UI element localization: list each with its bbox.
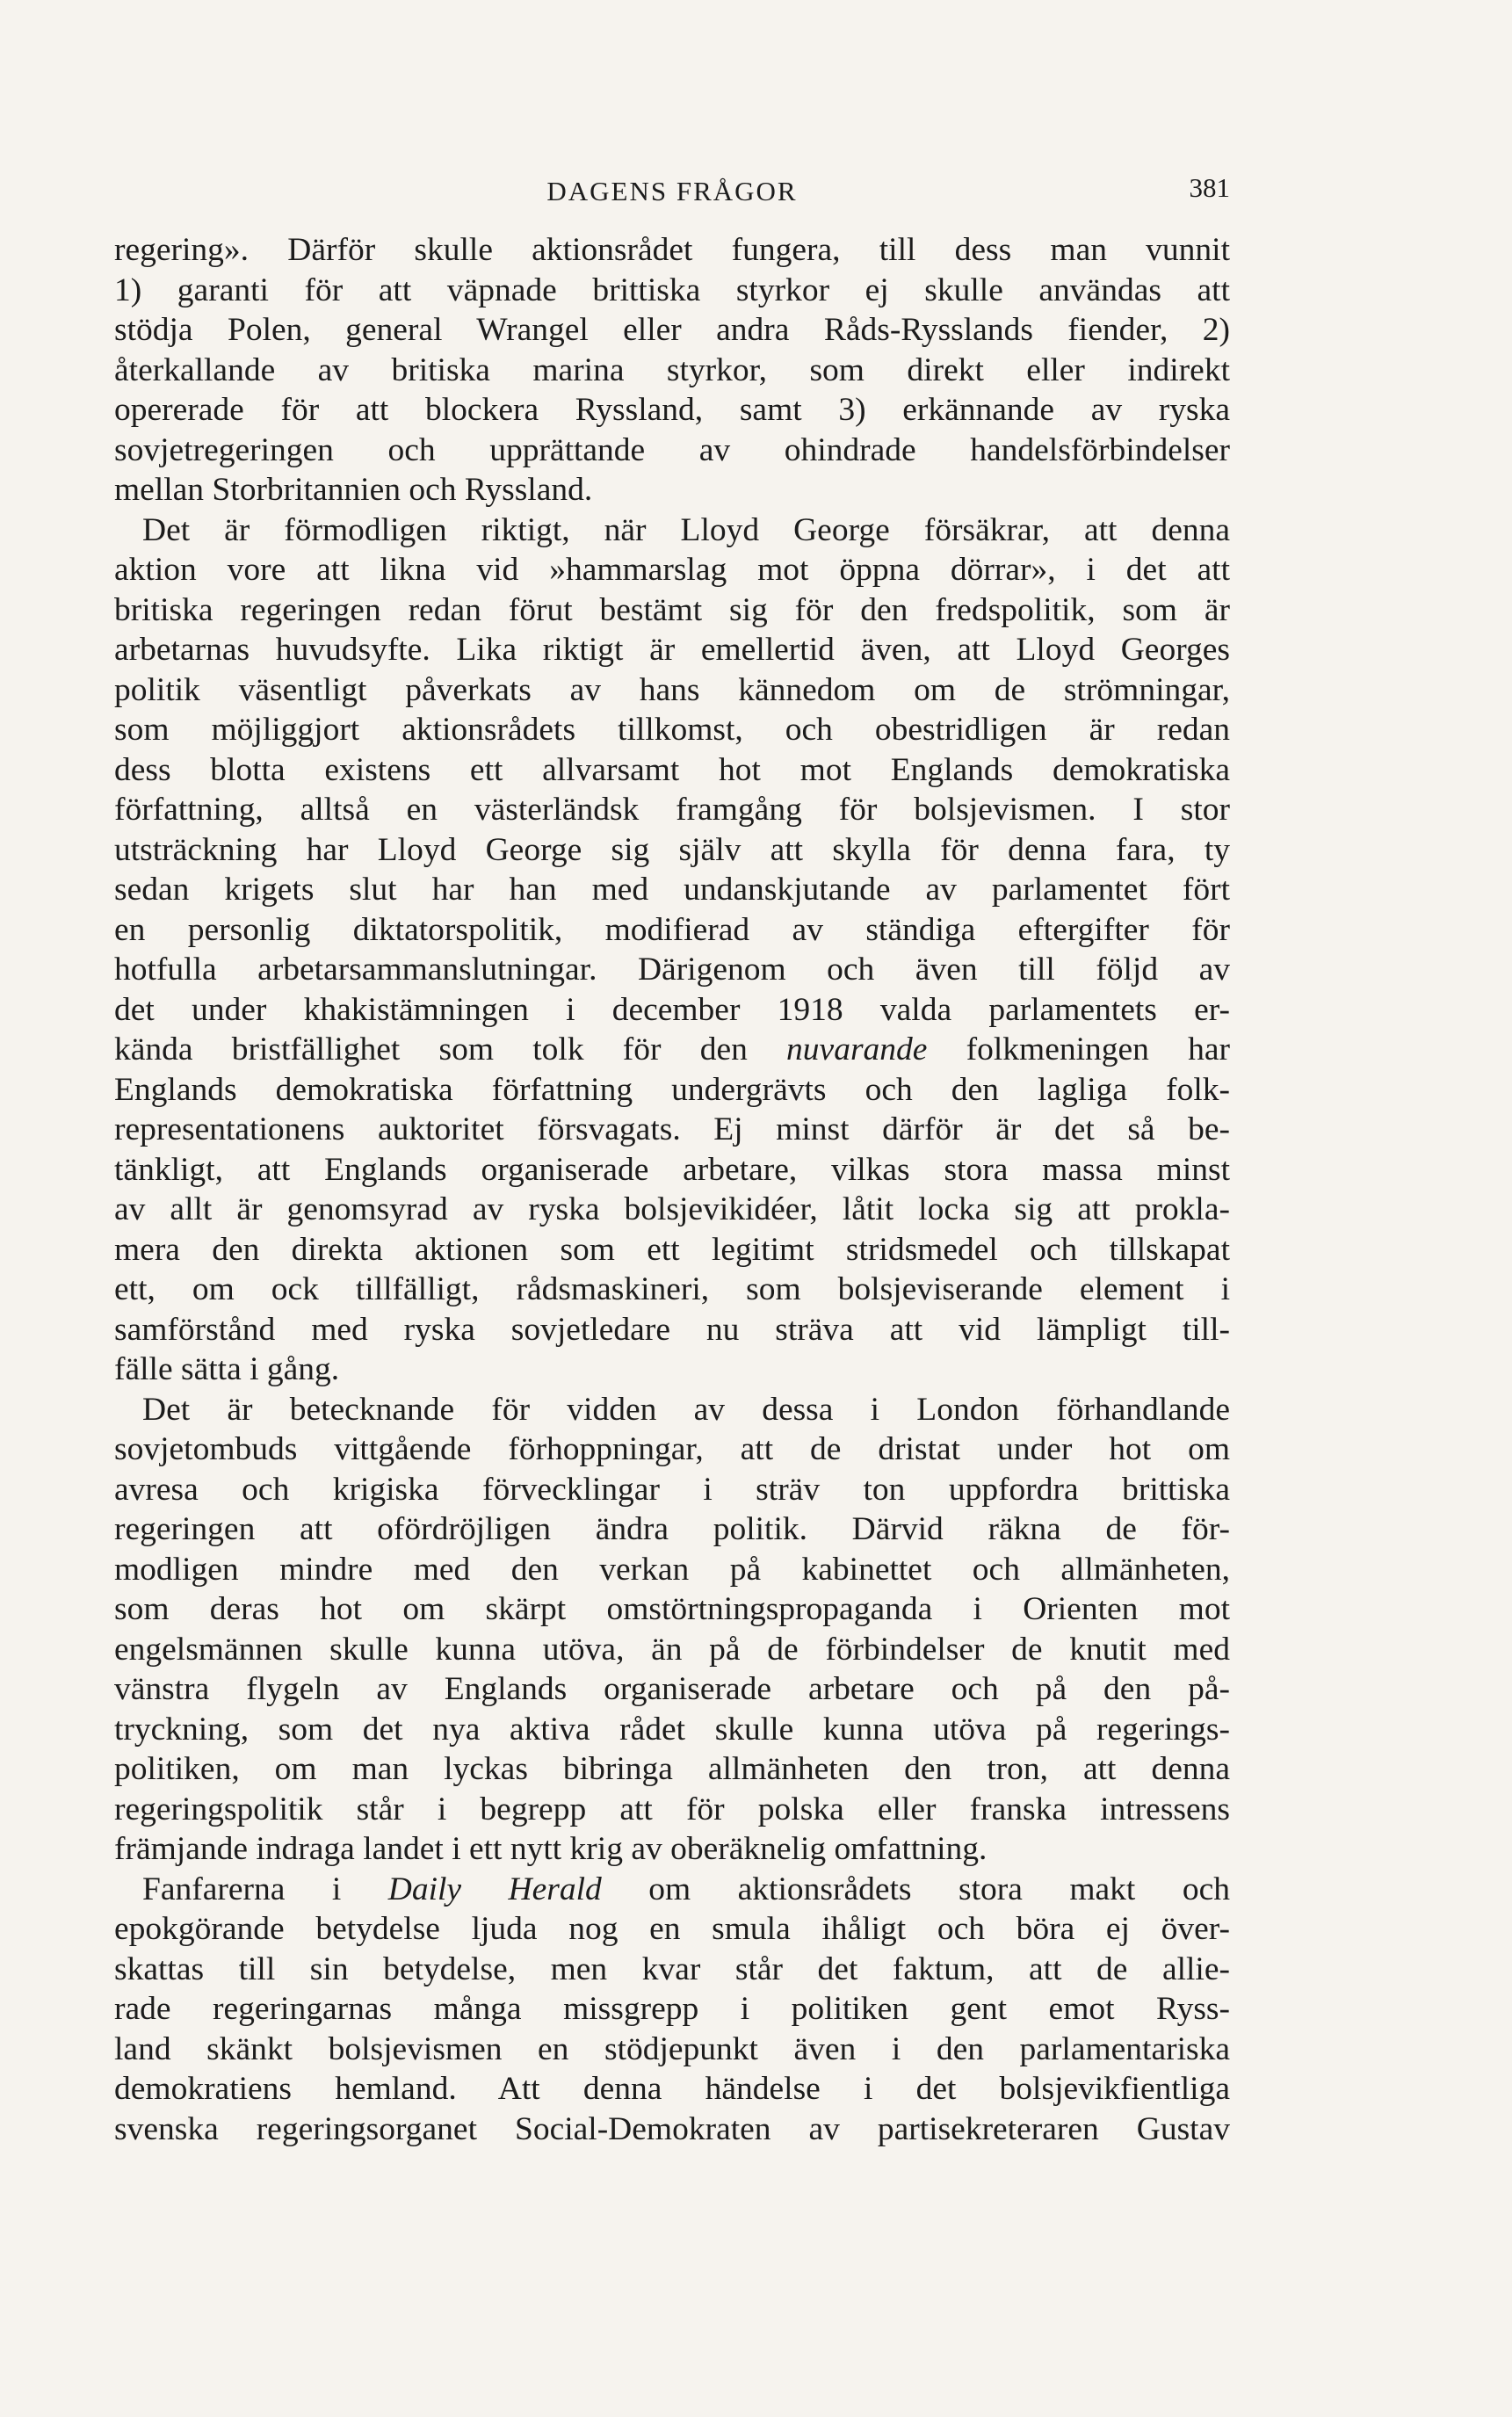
text-line: epokgörande betydelse ljuda nog en smula ihåligt och böra ej över-: [114, 1911, 1230, 1947]
text-line: regeringspolitik står i begrepp att för polska eller franska intressens: [114, 1791, 1230, 1827]
text-line: svenska regeringsorganet Social-Demokraten av partisekreteraren Gustav: [114, 2110, 1230, 2147]
text-line: utsträckning har Lloyd George sig själv att skylla för denna fara, ty: [114, 831, 1230, 868]
text-line: arbetarnas huvudsyfte. Lika riktigt är emellertid även, att Lloyd Georges: [114, 632, 1230, 668]
text-line: sedan krigets slut har han med undanskjutande av parlamentet fört: [114, 872, 1230, 908]
text-line: samförstånd med ryska sovjetledare nu sträva att vid lämpligt till-: [114, 1311, 1230, 1348]
text-line: tänkligt, att Englands organiserade arbetare, vilkas stora massa minst: [114, 1151, 1230, 1188]
text-line: britiska regeringen redan förut bestämt sig för den fredspolitik, som är: [114, 591, 1230, 628]
text-line: författning, alltså en västerländsk framgång för bolsjevismen. I stor: [114, 792, 1230, 828]
text-line: engelsmännen skulle kunna utöva, än på de förbindelser de knutit med: [114, 1631, 1230, 1668]
italic-phrase: Daily Herald: [387, 1871, 602, 1907]
text-line: mera den direkta aktionen som ett legitimt stridsmedel och tillskapat: [114, 1231, 1230, 1268]
text-line-italic: Fanfarerna i Daily Herald om aktionsrådets stora makt och: [142, 1871, 1230, 1907]
paragraph-1: [114, 230, 1230, 510]
text-line: politiken, om man lyckas bibringa allmänheten den tron, att denna: [114, 1751, 1230, 1787]
text-line: representationens auktoritet försvagats. Ej minst därför är det så be-: [114, 1111, 1230, 1147]
text-line: modligen mindre med den verkan på kabinettet och allmänheten,: [114, 1551, 1230, 1588]
text-line: sovjetregeringen och upprättande av ohindrade handelsförbindelser: [114, 431, 1230, 468]
italic-phrase: nuvarande: [786, 1031, 928, 1067]
text-line: rade regeringarnas många missgrepp i politiken gent emot Ryss-: [114, 1991, 1230, 2027]
text-line: politik väsentligt påverkats av hans kännedom om de strömningar,: [114, 671, 1230, 708]
text-line: mellan Storbritannien och Ryssland.: [114, 472, 593, 508]
text-line: dess blotta existens ett allvarsamt hot mot Englands demokratiska: [114, 751, 1230, 788]
text-line: avresa och krigiska förvecklingar i sträv ton uppfordra brittiska: [114, 1471, 1230, 1508]
text-line: som deras hot om skärpt omstörtningspropaganda i Orienten mot: [114, 1591, 1230, 1627]
text-line: stödja Polen, general Wrangel eller andra Råds-Rysslands fiender, 2): [114, 312, 1230, 348]
text-line: det under khakistämningen i december 1918 valda parlamentets er-: [114, 991, 1230, 1028]
text-line: ett, om ock tillfälligt, rådsmaskineri, som bolsjeviserande element i: [114, 1271, 1230, 1307]
text-line: återkallande av britiska marina styrkor, som direkt eller indirekt: [114, 351, 1230, 388]
text-line: regering». Därför skulle aktionsrådet fungera, till dess man vunnit: [114, 232, 1230, 268]
text-line: Det är betecknande för vidden av dessa i London förhandlande: [142, 1391, 1230, 1428]
text-line: fälle sätta i gång.: [114, 1351, 340, 1387]
body-text: [114, 230, 1230, 2149]
text-line: som möjliggjort aktionsrådets tillkomst, och obestridligen är redan: [114, 712, 1230, 748]
text-line: främjande indraga landet i ett nytt krig av oberäknelig omfattning.: [114, 1831, 988, 1867]
text-line: land skänkt bolsjevismen en stödjepunkt även i den parlamentariska: [114, 2030, 1230, 2067]
text-line-italic: kända bristfällighet som tolk för den nuvarande folkmeningen har: [114, 1031, 1230, 1067]
text-line: en personlig diktatorspolitik, modifierad av ständiga eftergifter för: [114, 911, 1230, 948]
text-line: aktion vore att likna vid »hammarslag mot öppna dörrar», i det att: [114, 552, 1230, 588]
page-number: 381: [1189, 172, 1230, 203]
paragraph-4: [114, 1870, 1230, 2150]
text-line: opererade för att blockera Ryssland, samt 3) erkännande av ryska: [114, 392, 1230, 428]
text-line: av allt är genomsyrad av ryska bolsjevikidéer, låtit locka sig att prokla-: [114, 1191, 1230, 1227]
running-title: DAGENS FRÅGOR: [546, 176, 798, 206]
paragraph-2: [114, 510, 1230, 1390]
text-line: regeringen att ofördröjligen ändra politik. Därvid räkna de för-: [114, 1511, 1230, 1547]
page-header: [114, 172, 1230, 216]
text-line: demokratiens hemland. Att denna händelse i det bolsjevikfientliga: [114, 2071, 1230, 2107]
text-line: vänstra flygeln av Englands organiserade arbetare och på den på-: [114, 1671, 1230, 1707]
text-line: 1) garanti för att väpnade brittiska styrkor ej skulle användas att: [114, 271, 1230, 308]
text-line: Englands demokratiska författning undergrävts och den lagliga folk-: [114, 1071, 1230, 1108]
text-line: sovjetombuds vittgående förhoppningar, att de dristat under hot om: [114, 1431, 1230, 1467]
paragraph-3: [114, 1390, 1230, 1870]
text-line: skattas till sin betydelse, men kvar står det faktum, att de allie-: [114, 1950, 1230, 1987]
text-line: hotfulla arbetarsammanslutningar. Därigenom och även till följd av: [114, 952, 1230, 988]
text-line: tryckning, som det nya aktiva rådet skulle kunna utöva på regerings-: [114, 1711, 1230, 1748]
text-line: Det är förmodligen riktigt, när Lloyd George försäkrar, att denna: [142, 511, 1230, 548]
